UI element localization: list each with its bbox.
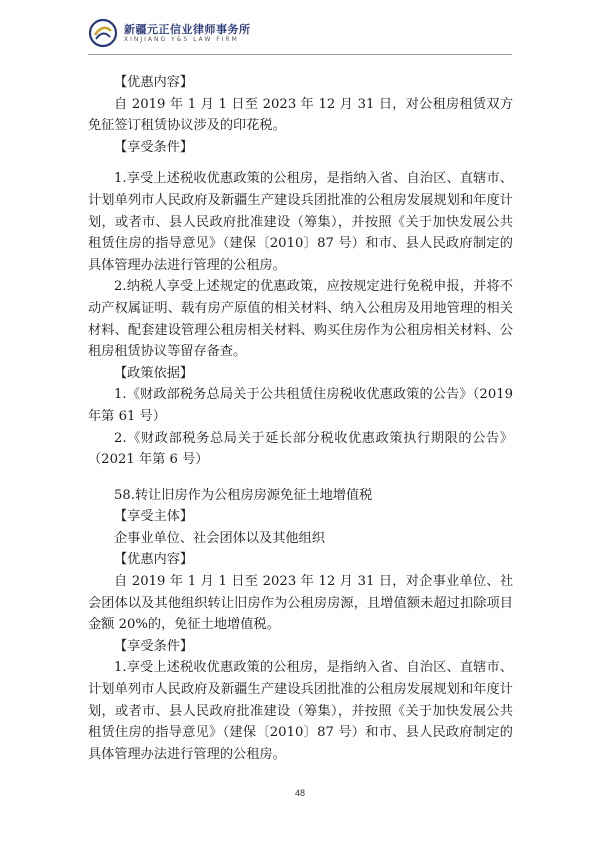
firm-name: 新疆元正信业律师事务所	[124, 22, 251, 36]
section-heading-preferential-content: 【优惠内容】	[114, 75, 194, 90]
paragraph-preferential-content-2: 自 2019 年 1 月 1 日至 2023 年 12 月 31 日，对企事业单位、社会团体以及其他组织转让旧房作为公租房房源，且增值额未超过扣除项目金额 20%的，免征土地增值税。	[88, 574, 513, 633]
paragraph-policy-1: 1.《财政部税务总局关于公共租赁住房税收优惠政策的公告》（2019 年第 61 号）	[88, 387, 513, 424]
section-heading-policy-basis: 【政策依据】	[114, 365, 194, 381]
page-number: 48	[294, 788, 305, 798]
section-heading-conditions-2: 【享受条件】	[114, 638, 194, 654]
page-header	[88, 18, 251, 48]
section-heading-conditions: 【享受条件】	[114, 139, 194, 155]
firm-name-en: XINJIANG Y&S LAW FIRM	[124, 35, 239, 43]
firm-logo-icon	[88, 18, 118, 48]
paragraph-beneficiary: 企事业单位、社会团体以及其他组织	[114, 530, 325, 546]
paragraph-preferential-content: 自 2019 年 1 月 1 日至 2023 年 12 月 31 日，对公租房租赁双方免征签订租赁协议涉及的印花税。	[88, 96, 513, 134]
paragraph-condition-2: 2.纳税人享受上述规定的优惠政策，应按规定进行免税申报，并将不动产权属证明、载有房产原值的相关材料、纳入公租房及用地管理的相关材料、配套建设管理公租房相关材料、购买住房作为公租房相关材料、公租房租赁协议等留存备查。	[88, 279, 513, 360]
section-heading-beneficiary: 【享受主体】	[114, 509, 194, 525]
header-divider	[88, 54, 512, 55]
firm-title-block	[124, 23, 251, 44]
section-heading-preferential-content-2: 【优惠内容】	[114, 552, 194, 568]
paragraph-policy-2: 2.《财政部税务总局关于延长部分税收优惠政策执行期限的公告》（2021 年第 6 号）	[88, 430, 513, 468]
paragraph-condition-2-1: 1.享受上述税收优惠政策的公租房，是指纳入省、自治区、直辖市、计划单列市人民政府及新疆生产建设兵团批准的公租房发展规划和年度计划，或者市、县人民政府批准建设（筹集），并按照《关于加快发展公共租赁住房的指导意见》（建保〔2010〕87 号）和市、县人民政府制定的具体管理办法进行管理的公租房。	[88, 660, 513, 762]
paragraph-condition-1: 1.享受上述税收优惠政策的公租房，是指纳入省、自治区、直辖市、计划单列市人民政府及新疆生产建设兵团批准的公租房发展规划和年度计划，或者市、县人民政府批准建设（筹集），并按照《关于加快发展公共租赁住房的指导意见》（建保〔2010〕87 号）和市、县人民政府制定的具体管理办法进行管理的公租房。	[88, 171, 513, 273]
item-58-title: 58.转让旧房作为公租房房源免征土地增值税	[114, 487, 373, 503]
document-body	[88, 72, 513, 765]
